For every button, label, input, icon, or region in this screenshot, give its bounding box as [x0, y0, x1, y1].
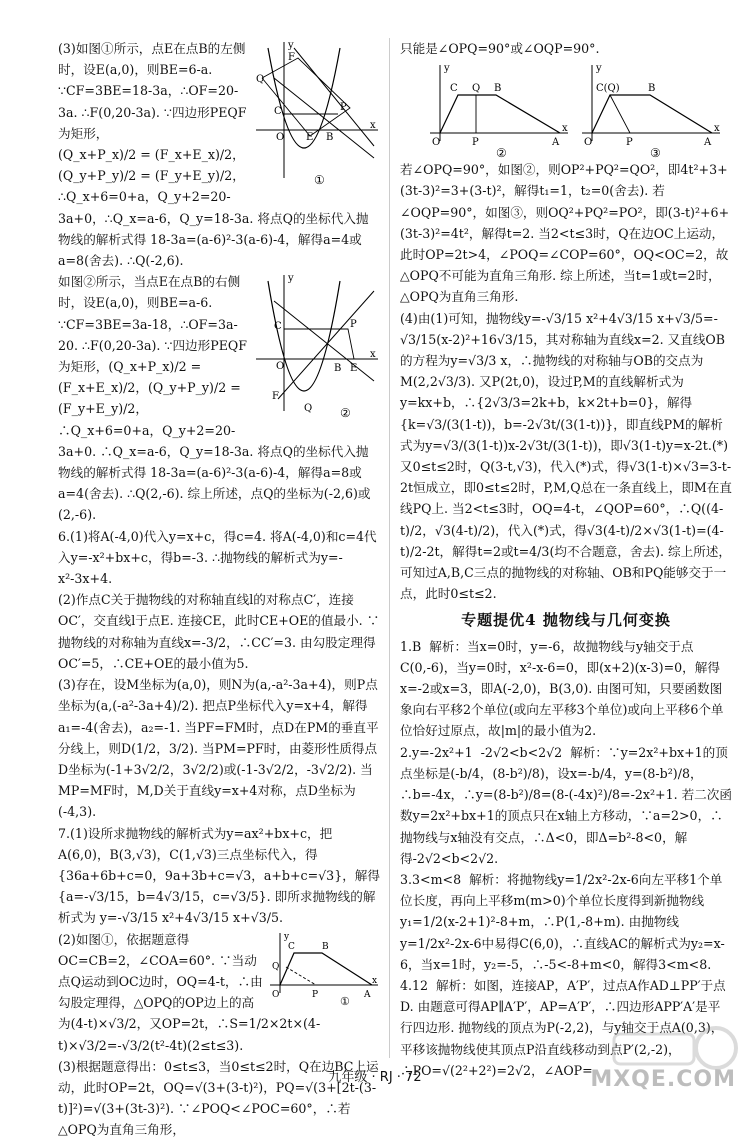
figA-label-x: x — [562, 123, 568, 135]
right-after-2: 3.3<m<8 解析：将抛物线y=1/2x²-2x-6向左平移1个单位长度，再向上平移m(m>0)个单位长度得到新抛物线y₁=1/2(x-2+1)²-8+m，∴P(1,-8+m). 由抛物线y=1/2x²-2x-6中易得C(6,0)，∴直线AC的解析式为y₂=x-6，当x=1时，y₂=-5，∴-5<-8+m<0，解得3<m<8. — [400, 871, 725, 972]
figB-label-p: P — [626, 137, 633, 149]
figB-number: ③ — [650, 146, 661, 160]
figA-label-q: Q — [472, 83, 481, 95]
left-para-10: (3)根据题意得出：0≤t≤3，当0≤t≤2时，Q在边BC上运动，此时OP=2t，OQ=√(3+(3-t)²)，PQ=√(3+[2t-(3-t)]²)=√(3+(3t-3)²). ∵∠POQ<∠POC=60°，∴若△OPQ为直角三角形， — [58, 1058, 379, 1138]
fig7-label-o: O — [272, 989, 280, 1000]
fig1-label-e: E — [306, 132, 314, 143]
fig1-label-q: Q — [256, 74, 265, 85]
right-after-3: 4.12 解析：如图，连接AP，A′P′，过点A作AD⊥PP′于点D. 由题意可得AP∥A′P′，AP=A′P′，∴四边形APP′A′是平行四边形. 抛物线的顶点为P(-2,2)，与y轴交于点A(0,3)，平移该抛物线使其顶点P沿直线移动到点P′(2,-2)，∴PO=√(2²+2²)=2√2，∠AOP= — [400, 977, 726, 1078]
fig2-label-q: Q — [304, 403, 313, 415]
fig1-label-y: y — [288, 40, 294, 51]
figB-label-o: O — [584, 137, 593, 149]
fig7-label-q: Q — [272, 961, 280, 972]
fig1-label-b: B — [326, 132, 334, 143]
fig7-label-y: y — [284, 931, 290, 942]
right-para-0: 只能是∠OPQ=90°或∠OQP=90°. — [400, 41, 600, 56]
left-para-8: 7.(1)设所求抛物线的解析式为y=ax²+bx+c，把A(6,0)，B(3,√3)，C(1,√3)三点坐标代入，得 {36a+6b+c=0，9a+3b+c=√3，a+b+c=√3}，解得 {a=-√3/15，b=4√3/15，c=√3/5}. 即所求抛物线的解析式为 y=-√3/15 x²+4√3/15 x+√3/5. — [58, 825, 384, 926]
column-divider — [389, 38, 390, 1058]
left-para-3: 如图②所示，当点E在点B的右侧时，设E(a,0)，则BE=a-6. ∵CF=3BE=3a-18，∴OF=3a-20. ∴F(0,20-3a). ∵四边形PEQF为矩形，(Q_x+P_x)/2 = — [58, 274, 247, 375]
left-column — [58, 38, 384, 1141]
figB-label-y: y — [596, 63, 602, 75]
fig1-label-x: x — [370, 120, 376, 131]
fig2-number: ② — [340, 406, 351, 421]
fig2-label-x: x — [370, 349, 376, 361]
figA-label-b: B — [494, 83, 502, 95]
right-after-1: 2.y=-2x²+1 -2√2<b<2√2 解析：∵y=2x²+bx+1的顶点坐标是(-b/4，(8-b²)/8)，设x=-b/4，y=(8-b²)/8，∴b=-4x，∴y=(8-b²)/8=(8-(-4x)²)/8=-2x²+1. 若二次函数y=2x²+bx+1的顶点只在x轴上方移动，∵a=2>0，∴抛物线与x轴没有交点，∴Δ<0，即Δ=b²-8<0，解得-2√2<b<2√2. — [400, 744, 732, 866]
fig2-label-b: B — [334, 363, 342, 375]
left-para-2: ∴Q_x+6=0+a，Q_y+2=20-3a+0，∴Q_x=a-6，Q_y=18-3a. 将点Q的坐标代入抛物线的解析式得 18-3a=(a-6)²-3(a-6)-4，解得a=4或a=8(舍去). ∴Q(-2,6). — [58, 189, 369, 269]
fig7-label-b: B — [322, 941, 329, 952]
figA-label-a: A — [552, 137, 560, 149]
fig1-label-o: O — [276, 132, 285, 143]
figure-1-parabola — [254, 38, 380, 188]
fig7-label-x: x — [372, 975, 378, 986]
left-para-4: (F_x+E_x)/2，(Q_y+P_y)/2 = (F_y+E_y)/2，∴Q_x+6=0+a，Q_y+2=20-3a+0. ∴Q_x=a-6，Q_y=18-3a. 将点Q的坐标代入抛物线的解析式得 18-3a=(a-6)²-3(a-6)-4，解得a=8或a=4(舍去). ∴Q(2,-6). 综上所述，点Q的坐标为(-2,6)或(2,-6). — [58, 380, 371, 523]
figA-number: ② — [496, 146, 507, 160]
right-para-2: (4)由(1)可知，抛物线y=-√3/15 x²+4√3/15 x+√3/5=-√3/15(x-2)²+16√3/15，其对称轴为直线x=2. 又直线OB的方程为y=√3/3 x，∴抛物线的对称轴与OB的交点为M(2,2√3/3). 又P(2t,0)，设过P,M的直线解析式为y=kx+b，∴{2√3/3=2k+b，k×2t+b=0}，解得 {k=√3/(3(1-t))，b=-2√3t/(3(1-t))}，即直线PM的解析式为y=√3/(3(1-t))x-2√3t/(3(1-t))，即√3(1-t)y=x-2t.(*) 又0≤t≤2时，Q(3-t,√3)，代入(*)式，得√3(1-t)×√3=3-t-2t恒成立，即0≤t≤2时，P,M,Q总在一条直线上，即M在直线PQ上. 当2<t≤3时，OQ=4-t，∠QOP=60°，∴Q((4-t)/2，√3(4-t)/2)，代入(*)式，得√3(4-t)/2×√3(1-t)=(4-t)/2-2t，解得t=2或t=4/3(均不合题意，舍去). 综上所述，可知过A,B,C三点的抛物线的对称轴、OB和PQ能够交于一点，此时0≤t≤2. — [400, 310, 733, 602]
figure-7-2 — [420, 59, 570, 159]
figures-2-3-row — [400, 59, 732, 159]
fig7-number: ① — [340, 994, 350, 1008]
fig1-label-p: P — [340, 102, 347, 113]
figB-label-x: x — [714, 123, 720, 135]
fig2-label-c: C — [274, 321, 282, 333]
right-column — [400, 38, 732, 1081]
right-para-1: 若∠OPQ=90°，如图②，则OP²+PQ²=QO²，即4t²+3+(3t-3)²=3+(3-t)²，解得t₁=1，t₂=0(舍去). 若∠OQP=90°，如图③，则OQ²+PQ²=PO²，即(3-t)²+6+(3t-3)²=4t²，解得t=2. 当2<t≤3时，Q在边OC上运动，此时OP=2t>4，∠POQ=∠COP=60°，OQ<OC=2，故△OPQ不可能为直角三角形. 综上所述，当t=1或t=2时，△OPQ为直角三角形. — [400, 162, 730, 305]
left-para-5: 6.(1)将A(-4,0)代入y=x+c，得c=4. 将A(-4,0)和c=4代入y=-x²+bx+c，得b=-3. ∴抛物线的解析式为y=-x²-3x+4. — [58, 528, 377, 587]
section-title: 专题提优4 抛物线与几何变换 — [461, 611, 671, 630]
fig2-label-y: y — [288, 273, 294, 285]
figure-2-parabola — [254, 271, 380, 421]
fig7-label-p: P — [312, 989, 319, 1000]
figB-label-a: A — [704, 137, 712, 149]
left-para-0: (3)如图①所示，点E在点B的左侧时，设E(a,0)，则BE=6-a. ∵CF=3BE=18-3a，∴OF=20-3a. ∴F(0,20-3a). ∵四边形PEQF为矩形， — [58, 41, 247, 141]
fig1-label-c: C — [274, 106, 282, 117]
fig7-label-a: A — [364, 989, 371, 1000]
figure-7-1 — [268, 929, 380, 1009]
page-footer: 九年级 · RJ · 72 — [328, 1070, 422, 1085]
fig2-label-o: O — [276, 361, 285, 373]
fig2-label-p: P — [350, 319, 357, 331]
fig1-label-f: F — [288, 52, 295, 63]
right-after-0: 1.B 解析：当x=0时，y=-6，故抛物线与y轴交于点C(0,-6)，当y=0时，x²-x-6=0，即(x+2)(x-3)=0，解得x=-2或x=3，即A(-2,0)，B(3,0). 由图可知，只要函数图象向右平移2个单位(或向左平移3个单位)或向上平移6个单位恰好过原点，故|m|的最小值为2. — [400, 638, 724, 739]
figA-label-c: C — [450, 83, 458, 95]
left-para-9: (2)如图①，依据题意得OC=CB=2，∠COA=60°. ∵当动点Q运动到OC边时，OQ=4-t，∴由勾股定理得，△OPQ的OP边上的高为(4-t)×√3/2，又OP=2t，∴S=1/2×2t×(4-t)×√3/2=-√3/2(t²-4t)(2≤t≤3). — [58, 931, 321, 1053]
left-para-1: (Q_x+P_x)/2 = (F_x+E_x)/2，(Q_y+P_y)/2 = (F_y+E_y)/2， — [58, 147, 245, 184]
figA-label-p: P — [472, 137, 479, 149]
fig7-label-c: C — [288, 941, 295, 952]
figB-label-b: B — [648, 83, 656, 95]
figA-label-y: y — [444, 63, 450, 75]
left-para-6: (2)作点C关于抛物线的对称轴直线l的对称点C′，连接OC′，交直线l于点E. 连接CE，此时CE+OE的值最小. ∵抛物线的对称轴为直线x=-3/2，∴CC′=3. 由勾股定理得OC′=5，∴CE+OE的最小值为5. — [58, 592, 380, 671]
left-para-7: (3)存在，设M坐标为(a,0)，则N为(a,-a²-3a+4)，则P点坐标为(a,(-a²-3a+4)/2). 把点P坐标代入y=x+4，解得a₁=-4(舍去)，a₂=-1. 当PF=FM时，点D在PM的垂直平分线上，则D(1/2，3/2). 当PM=PF时，由菱形性质得点D坐标为(-1+3√2/2，3√2/2)或(-1-3√2/2，-3√2/2). 当MP=MF时，M,D关于直线y=x+4对称，点D坐标为(-4,3). — [58, 677, 379, 820]
fig2-label-e: E — [350, 363, 358, 375]
figure-7-3 — [580, 59, 730, 159]
fig1-number: ① — [314, 173, 325, 187]
watermark-text: MXQE.COM — [590, 1067, 736, 1092]
figA-label-o: O — [432, 137, 441, 149]
figB-label-cq: C(Q) — [596, 83, 620, 95]
fig2-label-f: F — [272, 391, 279, 403]
